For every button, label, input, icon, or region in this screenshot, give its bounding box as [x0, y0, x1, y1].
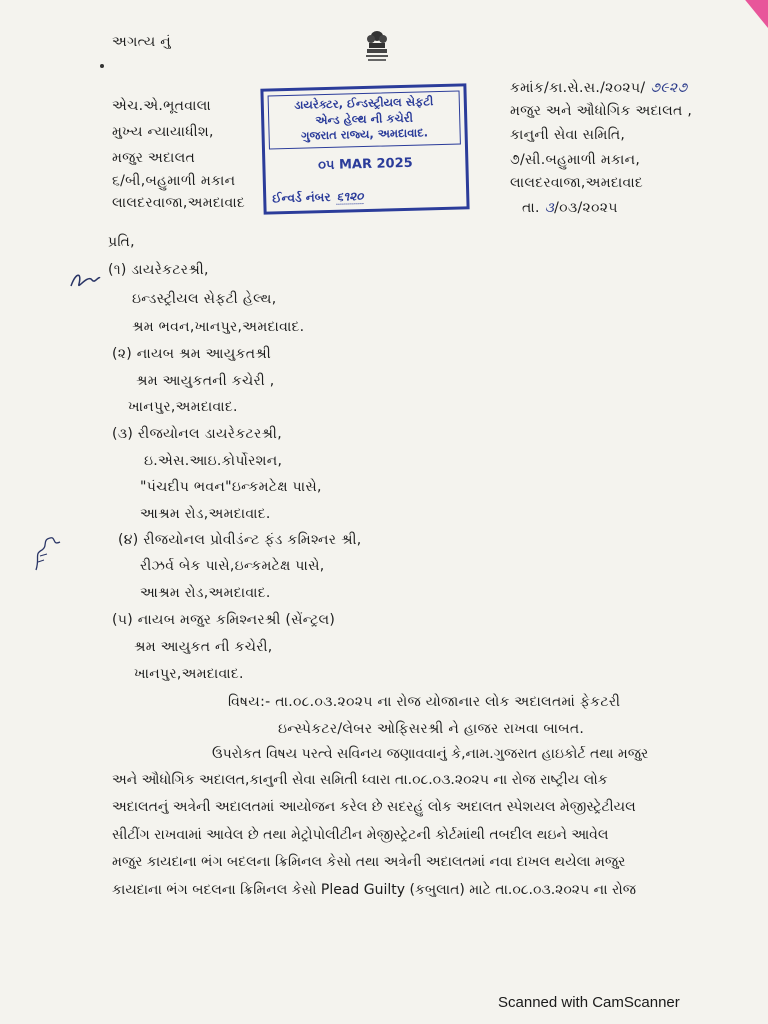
sender-line: મુખ્ય ન્યાયાધીશ, [112, 124, 214, 140]
reference-number [510, 79, 687, 97]
sender-line: લાલદરવાજા,અમદાવાદ [112, 195, 246, 211]
sender-line: એચ.એ.ભૂતવાલા [112, 98, 211, 114]
reference-number-prefix: કમાંક/કા.સે.સ./૨૦૨૫/ [510, 80, 646, 96]
addressee-line: શ્રમ ભવન,ખાનપુર,અમદાવાદ. [132, 319, 305, 335]
reference-date-suffix: /૦૩/૨૦૨૫ [554, 200, 618, 216]
scanner-watermark: Scanned with CamScanner [498, 994, 680, 1011]
margin-scribble-icon [68, 266, 102, 292]
sender-line: મજુર અદાલત [112, 150, 196, 166]
stamp-line: ડાયરેક્ટર, ઈન્ડસ્ટ્રીયલ સેફટી [294, 94, 434, 112]
stamp-inward-label: ઈન્વર્ડ નંબર [272, 189, 331, 206]
stamp-line: ગુજરાત રાજ્ય, અમદાવાદ. [300, 125, 429, 143]
stamp-inward-row [272, 189, 364, 206]
subject-line: ઇન્સ્પેકટર/લેબર ઓફિસરશ્રી ને હાજર રાખવા બાબત. [278, 721, 585, 737]
stamp-line: એન્ડ હેલ્થ ની કચેરી [315, 110, 414, 128]
stamp-inward-number: ૬૧૨૦ [336, 189, 364, 204]
body-line: કાયદાના ભંગ બદલના ક્રિમિનલ કેસો Plead Guilty (કબુલાત) માટે તા.૦૮.૦૩.૨૦૨૫ ના રોજ [112, 882, 636, 898]
page-corner-tab [730, 0, 768, 28]
body-line: સીટીંગ રાખવામાં આવેલ છે તથા મેટ્રોપોલીટીન મેજીસ્ટ્રેટની કોર્ટમાંથી તબદીલ થઇને આવેલ [112, 827, 609, 843]
addressee-line: શ્રમ આયુકત ની કચેરી, [134, 639, 273, 655]
addressee-line: (૧) ડાયરેકટરશ્રી, [108, 262, 209, 278]
reference-date [522, 199, 618, 217]
margin-signature-icon [30, 532, 64, 574]
reference-line: ૭/સી.બહુમાળી મકાન, [510, 152, 641, 168]
addressee-line: ઇન્ડસ્ટ્રીયલ સેફટી હેલ્થ, [132, 291, 277, 307]
inward-stamp [260, 83, 469, 214]
addressee-line: ખાનપુર,અમદાવાદ. [128, 399, 238, 415]
addressee-line: (૩) રીજયોનલ ડાયરેકટરશ્રી, [112, 426, 282, 442]
sender-line: ૬/બી,બહુમાળી મકાન [112, 173, 236, 189]
body-line: અને ઔધોગિક અદાલત,કાનુની સેવા સમિતી ધ્વારા તા.૦૮.૦૩.૨૦૨૫ ના રોજ રાષ્ટ્રીય લોક [112, 772, 608, 788]
body-line: અદાલતનું અત્રેની અદાલતમાં આયોજન કરેલ છે સદરહું લોક અદાલત સ્પેશયલ મેજીસ્ટ્રેટીયલ [112, 799, 636, 815]
national-emblem-icon [362, 28, 392, 64]
to-label: પ્રતિ, [108, 234, 135, 250]
reference-line: કાનુની સેવા સમિતિ, [510, 127, 626, 143]
stamp-date: ૦૫ MAR 2025 [317, 155, 413, 174]
stamp-header-box [268, 91, 461, 150]
reference-line: મજુર અને ઔધોગિક અદાલત , [510, 103, 693, 119]
punch-mark [100, 64, 104, 68]
reference-line: લાલદરવાજા,અમદાવાદ [510, 175, 644, 191]
addressee-line: (૨) નાયબ શ્રમ આયુકતશ્રી [112, 346, 272, 362]
body-line: મજુર કાયદાના ભંગ બદલના ક્રિમિનલ કેસો તથા અત્રેની અદાલતમાં નવા દાખલ થયેલા મજુર [112, 854, 626, 870]
addressee-line: (૫) નાયબ મજુર કમિશ્નરશ્રી (સેંન્ટ્રલ) [112, 612, 336, 628]
body-line: ઉપરોકત વિષય પરત્વે સવિનય જણાવવાનું કે,નામ.ગુજરાત હાઇકોર્ટ તથા મજુર [212, 746, 649, 762]
addressee-line: રીઝર્વ બેક પાસે,ઇન્કમટેક્ષ પાસે, [140, 558, 325, 574]
subject-line: વિષય:- તા.૦૮.૦૩.૨૦૨૫ ના રોજ યોજાનાર લોક અદાલતમાં ફેકટરી [228, 694, 621, 710]
addressee-line: આશ્રમ રોડ,અમદાવાદ. [140, 585, 271, 601]
addressee-line: "પંચદીપ ભવન"ઇન્કમટેક્ષ પાસે, [140, 479, 322, 495]
addressee-line: (૪) રીજયોનલ પ્રોવીડંન્ટ ફંડ કમિશ્નર શ્રી, [118, 532, 362, 548]
addressee-line: ઇ.એસ.આઇ.કોર્પોરશન, [144, 453, 283, 469]
reference-date-prefix: તા. [522, 200, 540, 216]
addressee-line: ખાનપુર,અમદાવાદ. [134, 666, 244, 682]
reference-date-handwritten: ૩ [544, 200, 555, 216]
addressee-line: આશ્રમ રોડ,અમદાવાદ. [140, 506, 271, 522]
reference-number-handwritten: ૭૯૨૭ [650, 80, 688, 96]
addressee-line: શ્રમ આયુકતની કચેરી , [136, 373, 275, 389]
priority-label: અગત્ય નું [112, 34, 171, 50]
